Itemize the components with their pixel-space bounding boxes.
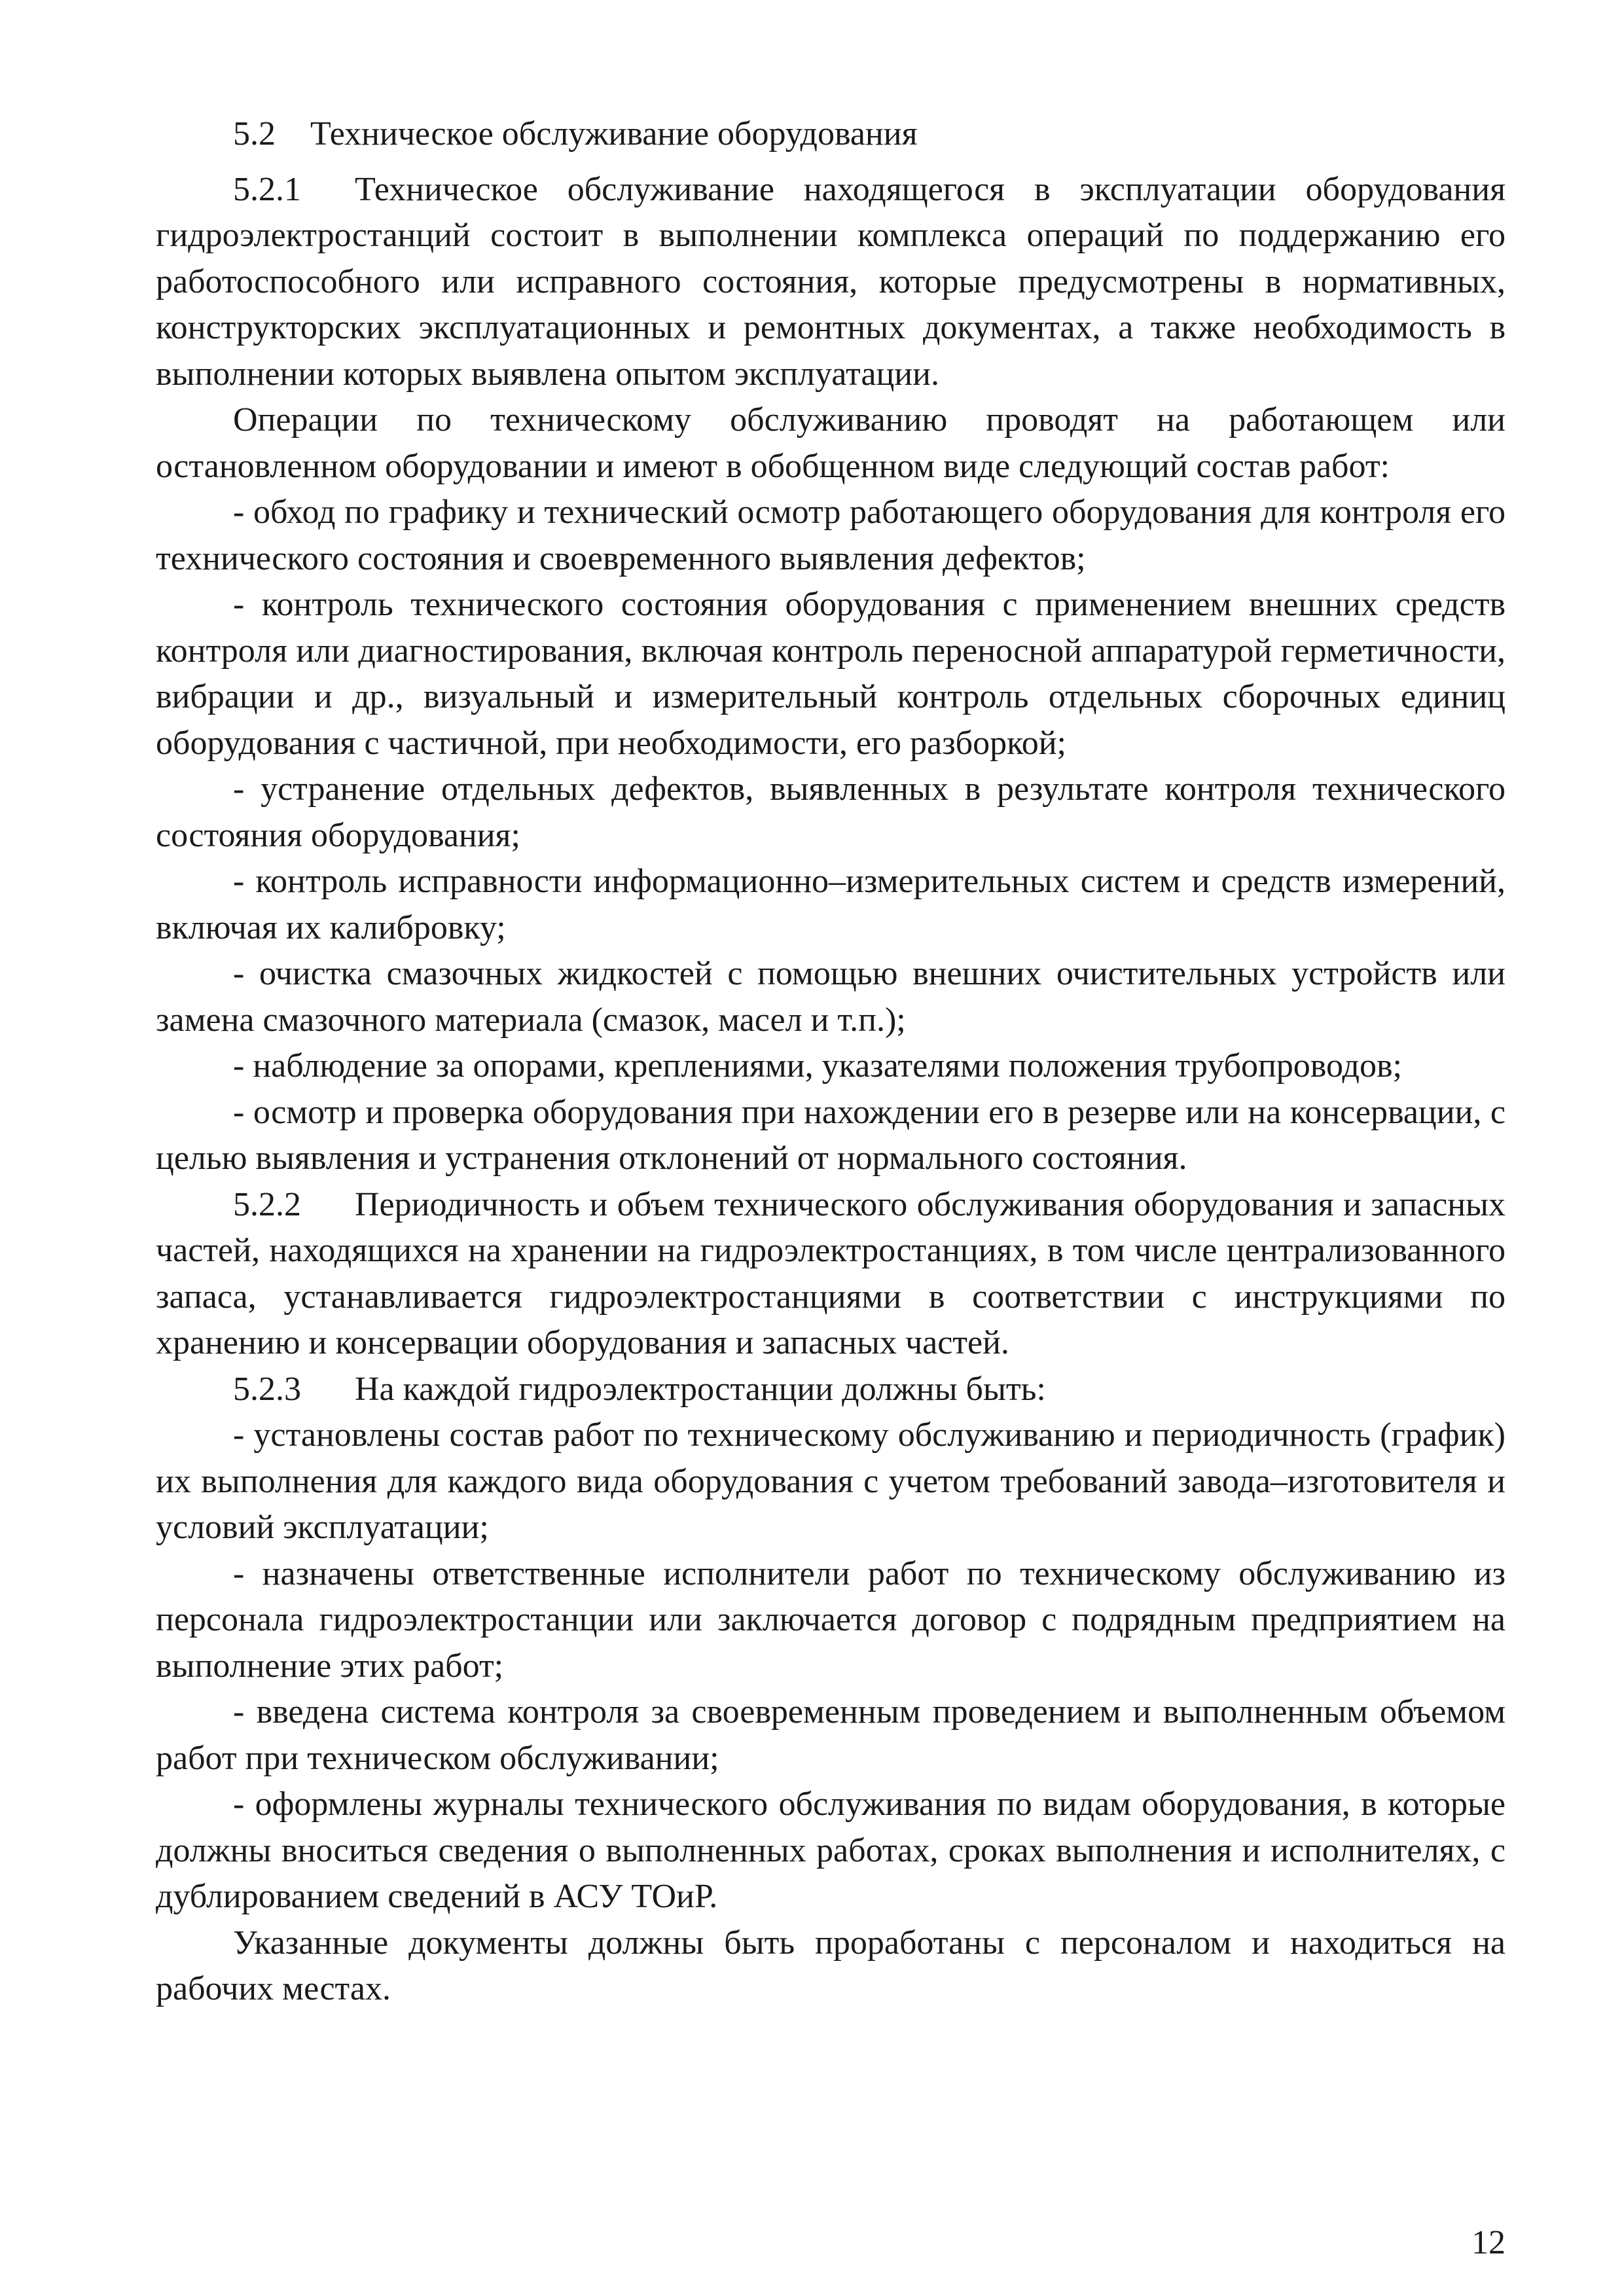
- list-item-control-system: - введена система контроля за своевременным проведением и выполненным объемом работ при техническом обслуживании;: [156, 1693, 1506, 1777]
- page-number: 12: [1471, 2224, 1506, 2261]
- document-body: [156, 111, 1506, 2013]
- paragraph-operations-intro: Операции по техническому обслуживанию проводят на работающем или остановленном оборудовании и имеют в обобщенном виде следующий состав работ:: [156, 401, 1506, 485]
- list-item-reserve-inspection: - осмотр и проверка оборудования при нахождении его в резерве или на консервации, с целью выявления и устранения отклонений от нормального состояния.: [156, 1093, 1506, 1177]
- paragraph-5-2-1: [156, 167, 1506, 398]
- clause-number: 5.2.2: [233, 1185, 301, 1223]
- list-item-pipeline-supports: - наблюдение за опорами, креплениями, указателями положения трубопроводов;: [233, 1047, 1402, 1085]
- paragraph-documents-closing: Указанные документы должны быть проработаны с персоналом и находиться на рабочих местах.: [156, 1924, 1506, 2007]
- list-item-lubricant-cleaning: - очистка смазочных жидкостей с помощью внешних очистительных устройств или замена смазочного материала (смазок, масел и т.п.);: [156, 955, 1506, 1039]
- paragraph-text: Периодичность и объем технического обслуживания оборудования и запасных частей, находящихся на хранении на гидроэлектростанциях, в том числе централизованного запаса, устанавливается гидроэлектростанциями в соответствии с инструкциями по хранению и консервации оборудования и запасных частей.: [156, 1185, 1506, 1361]
- section-number: 5.2: [233, 115, 276, 152]
- paragraph-5-2-3: [156, 1367, 1506, 1413]
- paragraph-text: На каждой гидроэлектростанции должны быть:: [355, 1370, 1046, 1408]
- list-item-defect-elimination: - устранение отдельных дефектов, выявленных в результате контроля технического состояния оборудования;: [156, 770, 1506, 854]
- paragraph-text: Техническое обслуживание находящегося в эксплуатации оборудования гидроэлектростанций состоит в выполнении комплекса операций по поддержанию его работоспособного или исправного состояния, которые предусмотрены в нормативных, конструкторских эксплуатационных и ремонтных документах, а также необходимость в выполнении которых выявлена опытом эксплуатации.: [156, 170, 1506, 393]
- section-heading: [156, 111, 1506, 158]
- list-item-bypass-inspection: - обход по графику и технический осмотр работающего оборудования для контроля его технического состояния и своевременного выявления дефектов;: [156, 493, 1506, 577]
- list-item-condition-monitoring: - контроль технического состояния оборудования с применением внешних средств контроля или диагностирования, включая контроль переносной аппаратурой герметичности, вибрации и др., визуальный и измерительный контроль отдельных сборочных единиц оборудования с частичной, при необходимости, его разборкой;: [156, 586, 1506, 762]
- clause-number: 5.2.3: [233, 1370, 301, 1408]
- clause-number: 5.2.1: [233, 170, 301, 208]
- list-item-measurement-systems: - контроль исправности информационно–измерительных систем и средств измерений, включая их калибровку;: [156, 863, 1506, 946]
- section-title: Техническое обслуживание оборудования: [310, 115, 918, 152]
- list-item-maintenance-logs: - оформлены журналы технического обслуживания по видам оборудования, в которые должны вноситься сведения о выполненных работах, сроках выполнения и исполнителях, с дублированием сведений в АСУ ТОиР.: [156, 1785, 1506, 1915]
- list-item-responsible-persons: - назначены ответственные исполнители работ по техническому обслуживанию из персонала гидроэлектростанции или заключается договор с подрядным предприятием на выполнение этих работ;: [156, 1554, 1506, 1685]
- list-item-work-scope: - установлены состав работ по техническому обслуживанию и периодичность (график) их выполнения для каждого вида оборудования с учетом требований завода–изготовителя и условий эксплуатации;: [156, 1416, 1506, 1546]
- paragraph-5-2-2: [156, 1182, 1506, 1367]
